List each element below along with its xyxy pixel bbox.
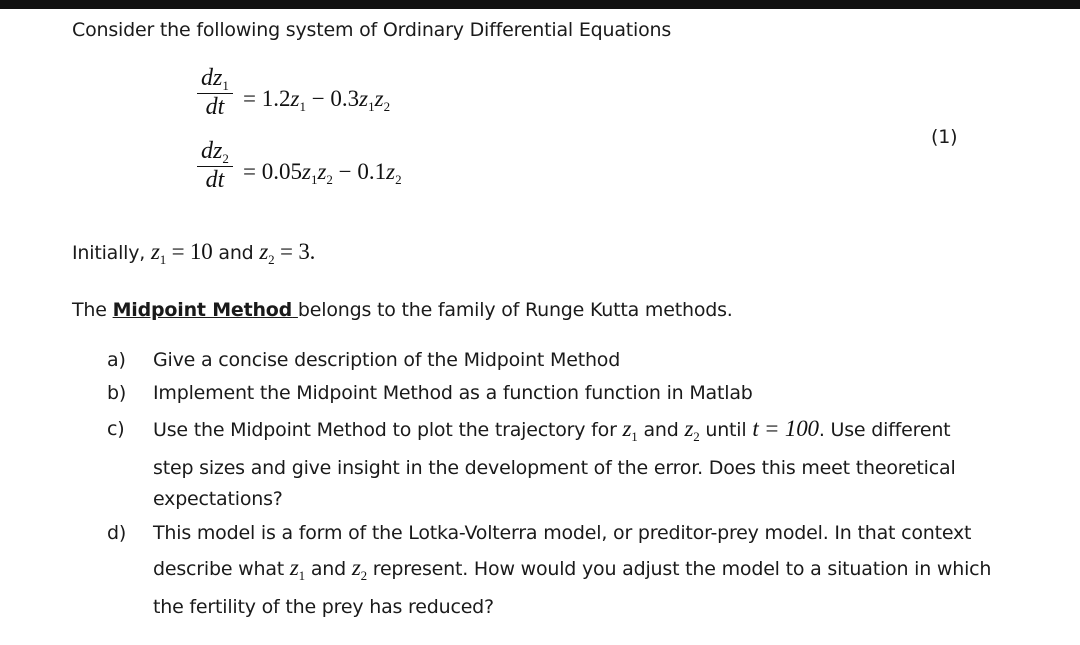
question-b-text: Implement the Midpoint Method as a function function in Matlab: [153, 382, 753, 404]
question-d-line-3: the fertility of the prey has reduced?: [153, 596, 494, 618]
equation-2-fraction: $\frac{dz_2}{dt}$: [197, 138, 233, 194]
equation-1-fraction: $\frac{dz_1}{dt}$: [197, 65, 233, 121]
initial-conditions: Initially, $z_1 = 10$ and $z_2 = 3$.: [72, 239, 316, 267]
equation-2-rhs: = $0.05z_1z_2 - 0.1z_2$: [243, 159, 402, 187]
intro-text: Consider the following system of Ordinary Differential Equations: [72, 19, 672, 41]
question-c-line-1: Use the Midpoint Method to plot the trajectory for $z_1$ and $z_2$ until t = 100. Use different: [153, 416, 951, 444]
midpoint-sentence: The Midpoint Method belongs to the family of Runge Kutta methods.: [72, 299, 733, 321]
question-d-label: d): [107, 522, 127, 544]
question-a-label: a): [107, 349, 126, 371]
equation-number: (1): [931, 126, 958, 148]
midpoint-method-term: Midpoint Method: [112, 299, 293, 321]
question-b-label: b): [107, 382, 127, 404]
question-a-text: Give a concise description of the Midpoint Method: [153, 349, 621, 371]
question-d-line-1: This model is a form of the Lotka-Volterra model, or preditor-prey model. In that context: [153, 522, 972, 544]
question-c-line-3: expectations?: [153, 488, 283, 510]
question-c-label: c): [107, 418, 125, 440]
question-d-line-2: describe what $z_1$ and $z_2$ represent. How would you adjust the model to a situation in which: [153, 555, 992, 583]
equation-1-rhs: = $1.2z_1 - 0.3z_1z_2$: [243, 86, 391, 114]
question-c-line-2: step sizes and give insight in the development of the error. Does this meet theoretical: [153, 457, 956, 479]
top-dark-bar: [0, 0, 1080, 9]
